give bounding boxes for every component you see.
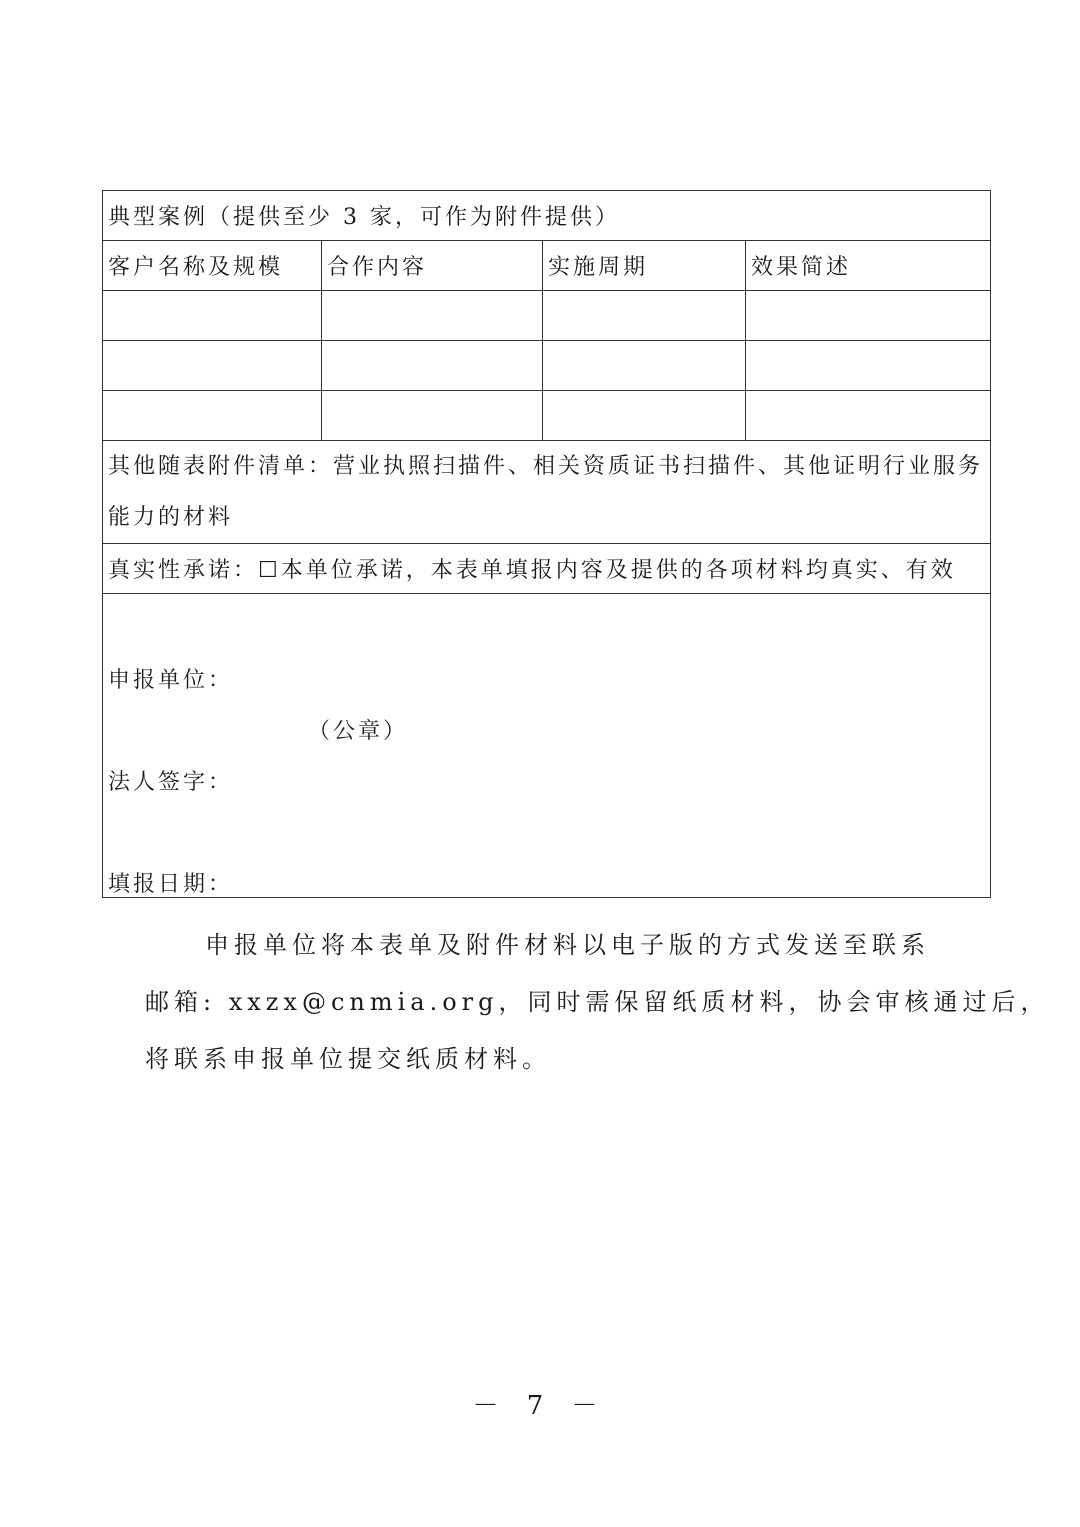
table-cell[interactable] bbox=[543, 341, 746, 391]
table-row bbox=[103, 391, 991, 441]
column-header-effect: 效果简述 bbox=[746, 241, 991, 291]
table-cell[interactable] bbox=[746, 391, 991, 441]
column-header-period: 实施周期 bbox=[543, 241, 746, 291]
column-header-client: 客户名称及规模 bbox=[103, 241, 322, 291]
page-number: － 7 － bbox=[472, 1391, 608, 1421]
note-line-2: 邮箱: xxzx@cnmia.org，同时需保留纸质材料，协会审核通过后， bbox=[145, 988, 1050, 1016]
note-line-3: 将联系申报单位提交纸质材料。 bbox=[145, 1045, 551, 1073]
table-cell[interactable] bbox=[746, 291, 991, 341]
legal-rep-label: 法人签字： bbox=[108, 770, 234, 795]
table-cell[interactable] bbox=[543, 391, 746, 441]
table-cell[interactable] bbox=[543, 291, 746, 341]
declaration-section bbox=[103, 594, 991, 898]
date-label: 填报日期： bbox=[108, 872, 234, 897]
table-row bbox=[103, 341, 991, 391]
seal-label: （公章） bbox=[308, 719, 409, 744]
table-cell[interactable] bbox=[322, 291, 543, 341]
table-cell[interactable] bbox=[103, 341, 322, 391]
attachments-list: 其他随表附件清单：营业执照扫描件、相关资质证书扫描件、其他证明行业服务能力的材料 bbox=[103, 441, 991, 544]
table-row bbox=[103, 291, 991, 341]
table-cell[interactable] bbox=[103, 291, 322, 341]
table-cell[interactable] bbox=[322, 341, 543, 391]
cases-heading: 典型案例（提供至少 3 家，可作为附件提供） bbox=[103, 191, 991, 241]
authenticity-commitment[interactable]: 真实性承诺：☐本单位承诺，本表单填报内容及提供的各项材料均真实、有效 bbox=[103, 544, 991, 594]
note-line-1: 申报单位将本表单及附件材料以电子版的方式发送至联系 bbox=[205, 931, 930, 959]
column-header-content: 合作内容 bbox=[322, 241, 543, 291]
table-cell[interactable] bbox=[103, 391, 322, 441]
unit-label: 申报单位： bbox=[108, 668, 234, 693]
table-cell[interactable] bbox=[322, 391, 543, 441]
table-cell[interactable] bbox=[746, 341, 991, 391]
case-form-table bbox=[102, 190, 991, 898]
